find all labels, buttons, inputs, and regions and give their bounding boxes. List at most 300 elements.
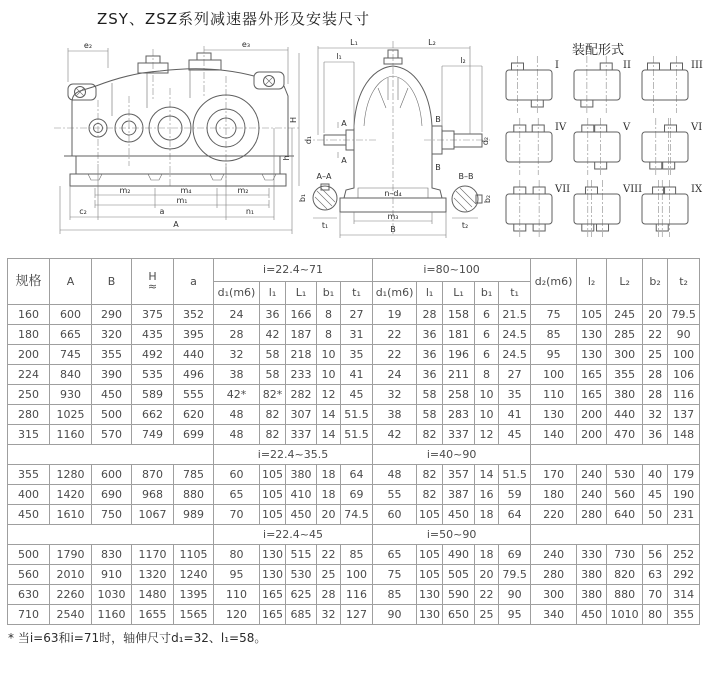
gearbox-body [574,194,620,224]
value-cell: 20 [475,565,499,585]
dim-label-B: B [390,225,396,234]
dim-label-L2: L₂ [428,38,436,47]
ratio-subheader-cell [8,445,214,465]
dim-label-b1: b₁ [298,193,307,203]
spec-cell: 250 [8,385,50,405]
value-cell: 69 [499,545,531,565]
assembly-form-VII [506,180,570,237]
col-l1-g1: l₁ [260,282,286,305]
col-a: a [174,259,214,305]
value-cell: 1010 [607,605,643,625]
value-cell: 830 [92,545,132,565]
value-cell: 85 [373,585,417,605]
value-cell: 196 [443,345,475,365]
col-d2: d₂(m6) [531,259,577,305]
value-cell: 105 [417,545,443,565]
value-cell: 1395 [174,585,214,605]
value-cell: 25 [317,565,341,585]
value-cell: 590 [443,585,475,605]
col-b2: b₂ [643,259,668,305]
value-cell: 1160 [92,605,132,625]
assembly-forms-panel [492,40,704,248]
ratio-subheader-cell: i=50~90 [373,525,531,545]
value-cell: 82 [260,405,286,425]
value-cell: 320 [92,325,132,345]
value-cell: 27 [341,305,373,325]
value-cell: 45 [499,425,531,445]
value-cell: 450 [92,385,132,405]
value-cell: 38 [214,365,260,385]
value-cell: 1320 [132,565,174,585]
table-row [8,505,700,525]
value-cell: 130 [260,545,286,565]
value-cell: 24 [214,305,260,325]
value-cell: 492 [132,345,174,365]
value-cell: 285 [607,325,643,345]
value-cell: 1420 [50,485,92,505]
value-cell: 730 [607,545,643,565]
value-cell: 375 [132,305,174,325]
value-cell: 48 [373,465,417,485]
value-cell: 300 [531,585,577,605]
value-cell: 69 [341,485,373,505]
value-cell: 19 [373,305,417,325]
value-cell: 496 [174,365,214,385]
value-cell: 357 [443,465,475,485]
value-cell: 930 [50,385,92,405]
value-cell: 130 [577,325,607,345]
table-row [8,365,700,385]
value-cell: 48 [214,405,260,425]
value-cell: 340 [531,605,577,625]
value-cell: 435 [132,325,174,345]
dim-label-A: A [173,220,179,229]
value-cell: 530 [607,465,643,485]
value-cell: 665 [50,325,92,345]
value-cell: 390 [92,365,132,385]
value-cell: 65 [373,545,417,565]
value-cell: 59 [499,485,531,505]
section-mark-A-top: A [341,119,347,128]
value-cell: 968 [132,485,174,505]
col-A: A [50,259,92,305]
value-cell: 6 [475,345,499,365]
value-cell: 785 [174,465,214,485]
spec-cell: 560 [8,565,50,585]
value-cell: 1170 [132,545,174,565]
value-cell: 20 [317,505,341,525]
table-row [8,565,700,585]
value-cell: 60 [373,505,417,525]
value-cell: 140 [531,425,577,445]
value-cell: 650 [443,605,475,625]
value-cell: 314 [668,585,700,605]
value-cell: 106 [668,365,700,385]
col-d1-g2: d₁(m6) [373,282,417,305]
value-cell: 450 [286,505,317,525]
value-cell: 74.5 [341,505,373,525]
table-row [8,405,700,425]
value-cell: 490 [443,545,475,565]
value-cell: 1655 [132,605,174,625]
value-cell: 100 [668,345,700,365]
assembly-form-IV [506,118,567,175]
value-cell: 16 [475,485,499,505]
value-cell: 25 [643,345,668,365]
assembly-form-VI [642,118,702,175]
value-cell: 116 [341,585,373,605]
value-cell: 36 [417,345,443,365]
value-cell: 6 [475,305,499,325]
value-cell: 24.5 [499,325,531,345]
value-cell: 10 [475,405,499,425]
value-cell: 570 [92,425,132,445]
value-cell: 105 [417,565,443,585]
ratio-subheader-cell: i=40~90 [373,445,531,465]
page-title: ZSY、ZSZ系列减速器外形及安装尺寸 [97,10,371,28]
value-cell: 290 [92,305,132,325]
value-cell: 470 [607,425,643,445]
value-cell: 535 [132,365,174,385]
spec-cell: 315 [8,425,50,445]
value-cell: 36 [643,425,668,445]
spec-cell: 500 [8,545,50,565]
value-cell: 75 [531,305,577,325]
value-cell: 1240 [174,565,214,585]
value-cell: 187 [286,325,317,345]
value-cell: 180 [531,485,577,505]
value-cell: 515 [286,545,317,565]
value-cell: 90 [668,325,700,345]
value-cell: 14 [475,465,499,485]
value-cell: 20 [643,305,668,325]
value-cell: 200 [577,405,607,425]
value-cell: 560 [607,485,643,505]
value-cell: 51.5 [341,425,373,445]
dim-label-a: a [159,207,165,216]
gearbox-body [574,132,620,162]
value-cell: 8 [317,325,341,345]
value-cell: 625 [286,585,317,605]
value-cell: 105 [577,305,607,325]
value-cell: 100 [531,365,577,385]
ratio-subheader-cell [531,525,700,545]
value-cell: 749 [132,425,174,445]
dimension-table [7,258,700,625]
value-cell: 28 [317,585,341,605]
value-cell: 95 [214,565,260,585]
value-cell: 130 [531,405,577,425]
value-cell: 387 [443,485,475,505]
value-cell: 130 [417,585,443,605]
value-cell: 1280 [50,465,92,485]
gearbox-body [642,194,688,224]
value-cell: 12 [317,385,341,405]
value-cell: 14 [317,425,341,445]
value-cell: 90 [499,585,531,605]
dim-label-e3: e₃ [241,40,251,49]
value-cell: 8 [475,365,499,385]
value-cell: 25 [475,605,499,625]
col-B: B [92,259,132,305]
spec-cell: 710 [8,605,50,625]
section-mark-B-bottom: B [435,163,441,172]
value-cell: 179 [668,465,700,485]
value-cell: 32 [373,385,417,405]
value-cell: 60 [214,465,260,485]
value-cell: 190 [668,485,700,505]
value-cell: 48 [214,425,260,445]
value-cell: 240 [577,485,607,505]
value-cell: 380 [577,565,607,585]
value-cell: 450 [577,605,607,625]
value-cell: 21.5 [499,305,531,325]
table-row [8,465,700,485]
section-mark-A-bottom: A [341,156,347,165]
value-cell: 36 [417,325,443,345]
value-cell: 745 [50,345,92,365]
value-cell: 85 [531,325,577,345]
dim-label-b2: b₂ [483,194,492,204]
value-cell: 240 [531,545,577,565]
value-cell: 42 [373,425,417,445]
value-cell: 240 [577,465,607,485]
value-cell: 10 [317,365,341,385]
spec-cell: 630 [8,585,50,605]
value-cell: 22 [317,545,341,565]
col-H: H ≈ [132,259,174,305]
value-cell: 280 [577,505,607,525]
table-row [8,545,700,565]
dim-label-c2: c₂ [79,207,87,216]
value-cell: 28 [214,325,260,345]
value-cell: 440 [174,345,214,365]
value-cell: 28 [643,365,668,385]
assembly-form-numeral: IX [691,184,703,195]
value-cell: 75 [373,565,417,585]
value-cell: 1480 [132,585,174,605]
col-L2: L₂ [607,259,643,305]
spec-cell: 160 [8,305,50,325]
value-cell: 750 [92,505,132,525]
col-d1-g1: d₁(m6) [214,282,260,305]
value-cell: 45 [643,485,668,505]
dim-label-d1: d₁ [304,135,313,145]
dim-label-nd4: n–d₄ [384,189,402,198]
dim-label-m4: m₄ [180,186,192,195]
value-cell: 137 [668,405,700,425]
value-cell: 1610 [50,505,92,525]
value-cell: 10 [475,385,499,405]
dim-label-l1: l₁ [336,52,342,61]
value-cell: 22 [643,325,668,345]
value-cell: 699 [174,425,214,445]
value-cell: 245 [607,305,643,325]
value-cell: 82 [417,465,443,485]
value-cell: 165 [577,385,607,405]
value-cell: 880 [174,485,214,505]
value-cell: 95 [531,345,577,365]
value-cell: 989 [174,505,214,525]
group-header-1: i=22.4~71 [214,259,373,282]
assembly-form-I [506,56,559,113]
value-cell: 880 [607,585,643,605]
value-cell: 35 [499,385,531,405]
spec-cell: 224 [8,365,50,385]
value-cell: 1105 [174,545,214,565]
value-cell: 1067 [132,505,174,525]
value-cell: 41 [341,365,373,385]
value-cell: 79.5 [499,565,531,585]
gearbox-body [506,132,552,162]
table-row [8,325,700,345]
value-cell: 130 [260,565,286,585]
value-cell: 90 [373,605,417,625]
value-cell: 355 [607,365,643,385]
value-cell: 166 [286,305,317,325]
value-cell: 600 [50,305,92,325]
value-cell: 80 [643,605,668,625]
subheader-row [8,445,700,465]
value-cell: 31 [341,325,373,345]
value-cell: 14 [317,405,341,425]
value-cell: 181 [443,325,475,345]
value-cell: 380 [577,585,607,605]
assembly-form-II [574,56,631,113]
value-cell: 589 [132,385,174,405]
value-cell: 38 [373,405,417,425]
dim-label-t2: t₂ [461,221,469,230]
ratio-subheader-cell: i=22.4~45 [214,525,373,545]
value-cell: 640 [607,505,643,525]
col-l2: l₂ [577,259,607,305]
dim-label-l2: l₂ [460,56,466,65]
value-cell: 80 [214,545,260,565]
value-cell: 130 [577,345,607,365]
header-row-1 [8,259,700,282]
value-cell: 910 [92,565,132,585]
spec-cell: 355 [8,465,50,485]
value-cell: 63 [643,565,668,585]
value-cell: 70 [643,585,668,605]
value-cell: 307 [286,405,317,425]
value-cell: 42 [260,325,286,345]
value-cell: 355 [92,345,132,365]
value-cell: 280 [531,565,577,585]
value-cell: 685 [286,605,317,625]
side-view-drawing [298,38,494,254]
value-cell: 82 [417,425,443,445]
gearbox-body [642,132,688,162]
col-t2: t₂ [668,259,700,305]
dim-label-m2a: m₂ [119,186,131,195]
value-cell: 282 [286,385,317,405]
value-cell: 252 [668,545,700,565]
value-cell: 82 [260,425,286,445]
value-cell: 165 [260,585,286,605]
dim-label-n1: n₁ [245,207,255,216]
assembly-form-III [642,56,703,113]
value-cell: 58 [417,385,443,405]
col-t1-g2: t₁ [499,282,531,305]
value-cell: 82* [260,385,286,405]
spec-cell: 200 [8,345,50,365]
value-cell: 530 [286,565,317,585]
value-cell: 450 [443,505,475,525]
ratio-subheader-cell [8,525,214,545]
value-cell: 600 [92,465,132,485]
value-cell: 28 [417,305,443,325]
value-cell: 10 [317,345,341,365]
assembly-forms-grid [506,56,703,237]
value-cell: 410 [286,485,317,505]
value-cell: 65 [214,485,260,505]
value-cell: 22 [373,345,417,365]
col-L1-g2: L₁ [443,282,475,305]
assembly-heading: 装配形式 [571,43,625,58]
dim-label-t1: t₁ [321,221,329,230]
assembly-form-numeral: V [623,122,631,133]
value-cell: 127 [341,605,373,625]
value-cell: 440 [607,405,643,425]
value-cell: 79.5 [668,305,700,325]
value-cell: 1790 [50,545,92,565]
gearbox-body [574,70,620,100]
assembly-form-numeral: IV [555,122,567,133]
value-cell: 158 [443,305,475,325]
table-row [8,585,700,605]
value-cell: 18 [317,465,341,485]
table-row [8,345,700,365]
value-cell: 50 [643,505,668,525]
value-cell: 110 [531,385,577,405]
value-cell: 105 [417,505,443,525]
spec-cell: 280 [8,405,50,425]
value-cell: 2260 [50,585,92,605]
value-cell: 42* [214,385,260,405]
value-cell: 820 [607,565,643,585]
value-cell: 36 [260,305,286,325]
subheader-row [8,525,700,545]
value-cell: 64 [499,505,531,525]
section-label-BB: B–B [458,172,474,181]
value-cell: 211 [443,365,475,385]
value-cell: 32 [214,345,260,365]
value-cell: 58 [260,365,286,385]
value-cell: 110 [214,585,260,605]
value-cell: 337 [443,425,475,445]
table-row [8,305,700,325]
value-cell: 200 [577,425,607,445]
value-cell: 51.5 [341,405,373,425]
value-cell: 105 [260,485,286,505]
value-cell: 1030 [92,585,132,605]
value-cell: 18 [475,545,499,565]
value-cell: 355 [668,605,700,625]
assembly-form-V [574,118,631,175]
value-cell: 22 [373,325,417,345]
value-cell: 292 [668,565,700,585]
table-row [8,605,700,625]
value-cell: 18 [317,485,341,505]
value-cell: 130 [417,605,443,625]
value-cell: 100 [341,565,373,585]
value-cell: 40 [643,465,668,485]
section-label-AA: A–A [316,172,332,181]
value-cell: 70 [214,505,260,525]
value-cell: 105 [260,505,286,525]
dim-label-m3: m₃ [387,212,399,221]
